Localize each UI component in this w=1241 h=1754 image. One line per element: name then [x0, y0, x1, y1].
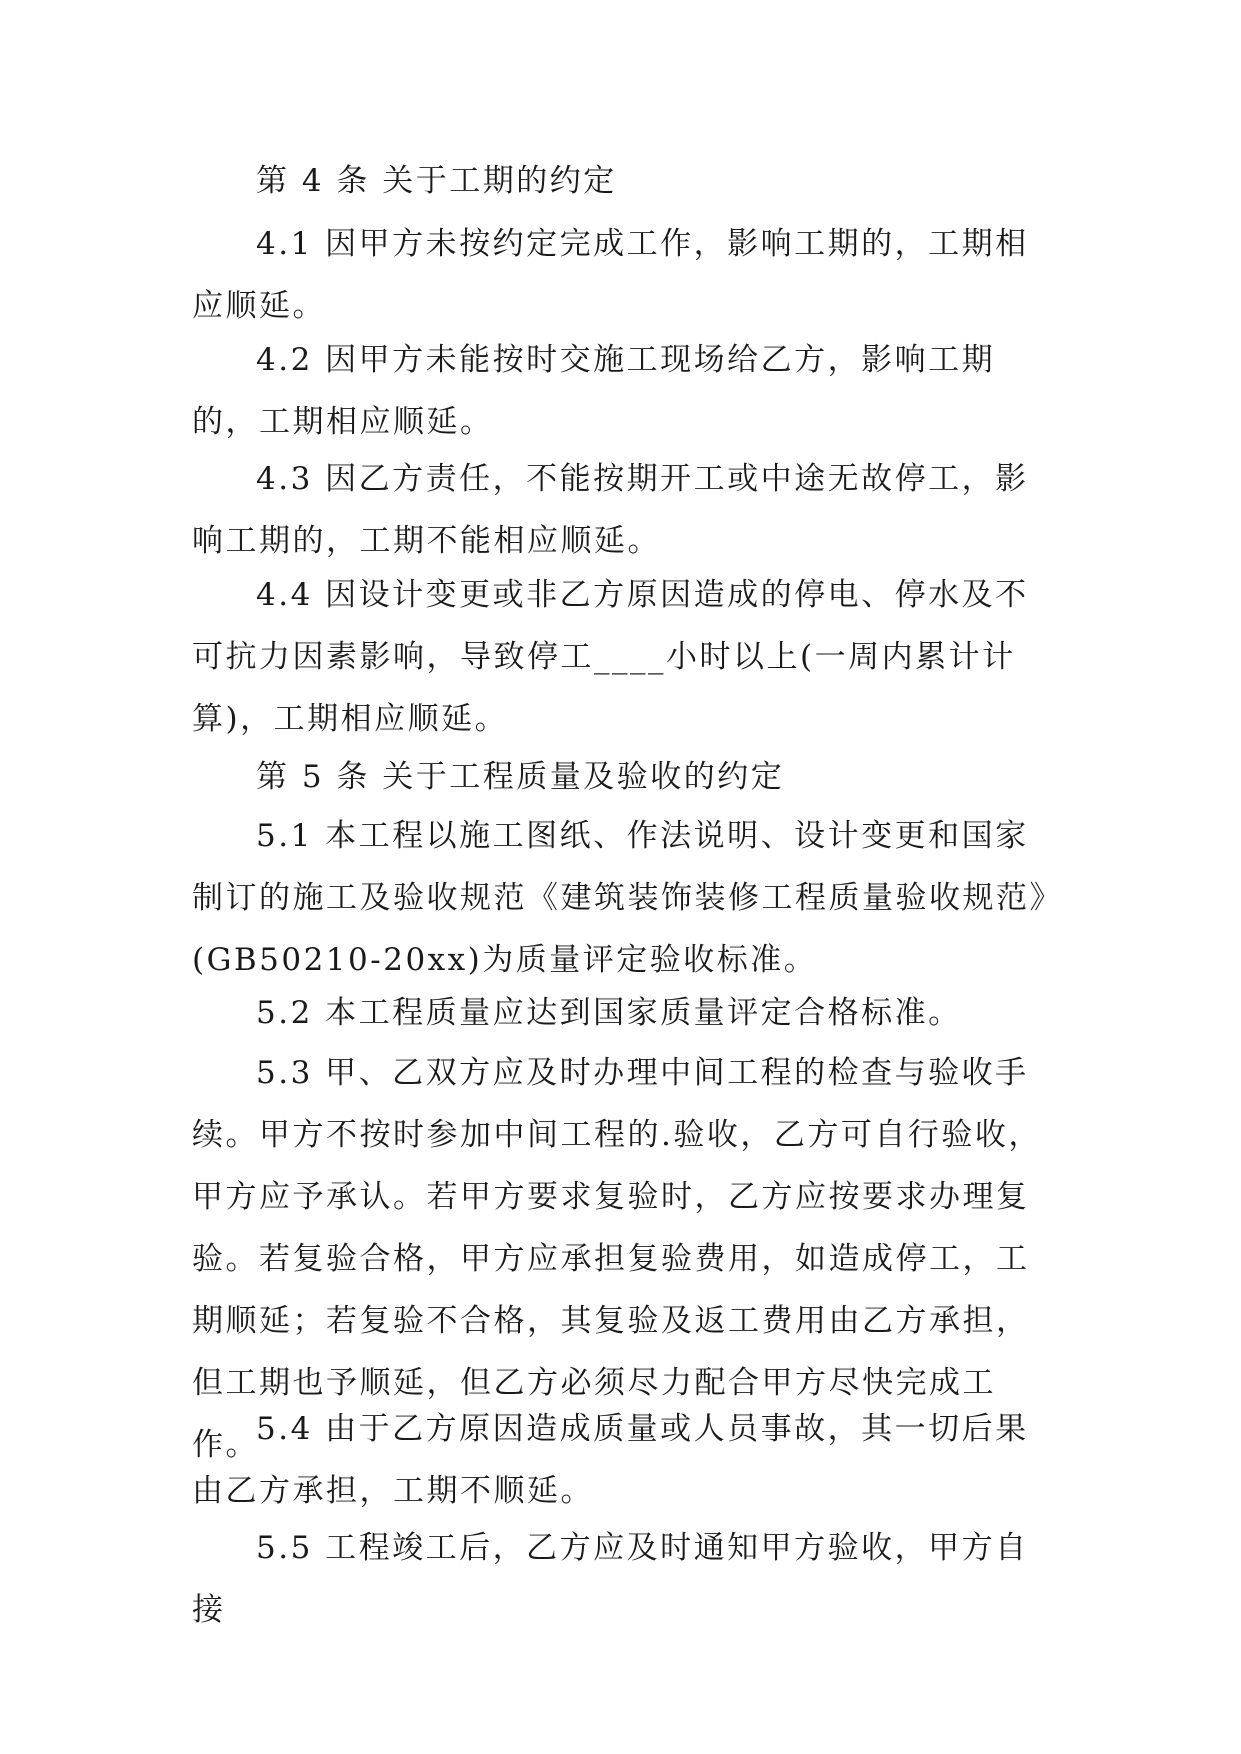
clause-4-1: 4.1 因甲方未按约定完成工作，影响工期的，工期相应顺延。 — [192, 226, 1029, 324]
clause-5-5: 5.5 工程竣工后，乙方应及时通知甲方验收，甲方自接 — [192, 1530, 1029, 1628]
clause-5-4: 5.4 由于乙方原因造成质量或人员事故，其一切后果由乙方承担，工期不顺延。 — [192, 1411, 1029, 1509]
clause-4-3: 4.3 因乙方责任，不能按期开工或中途无故停工，影响工期的，工期不能相应顺延。 — [192, 461, 1029, 559]
clause-5-1: 5.1 本工程以施工图纸、作法说明、设计变更和国家制订的施工及验收规范《建筑装饰装修工程质量验收规范》(GB50210-20xx)为质量评定验收标准。 — [192, 818, 1048, 978]
clause-5-3: 5.3 甲、乙双方应及时办理中间工程的检查与验收手续。甲方不按时参加中间工程的.验收，乙方可自行验收，甲方应予承认。若甲方要求复验时，乙方应按要求办理复验。若复验合格，甲方应承担复验费用，如造成停工，工期顺延；若复验不合格，其复验及返工费用由乙方承担，但工期也予顺延，但乙方必须尽力配合甲方尽快完成工作。 — [192, 1055, 1042, 1463]
clause-4-2: 4.2 因甲方未能按时交施工现场给乙方，影响工期的，工期相应顺延。 — [192, 342, 996, 440]
clause-5-2: 5.2 本工程质量应达到国家质量评定合格标准。 — [256, 995, 962, 1031]
article-5-heading: 第 5 条 关于工程质量及验收的约定 — [256, 759, 785, 795]
clause-4-4: 4.4 因设计变更或非乙方原因造成的停电、停水及不可抗力因素影响，导致停工____小时以上(一周内累计计算)，工期相应顺延。 — [192, 577, 1029, 737]
article-4-heading: 第 4 条 关于工期的约定 — [256, 163, 617, 199]
